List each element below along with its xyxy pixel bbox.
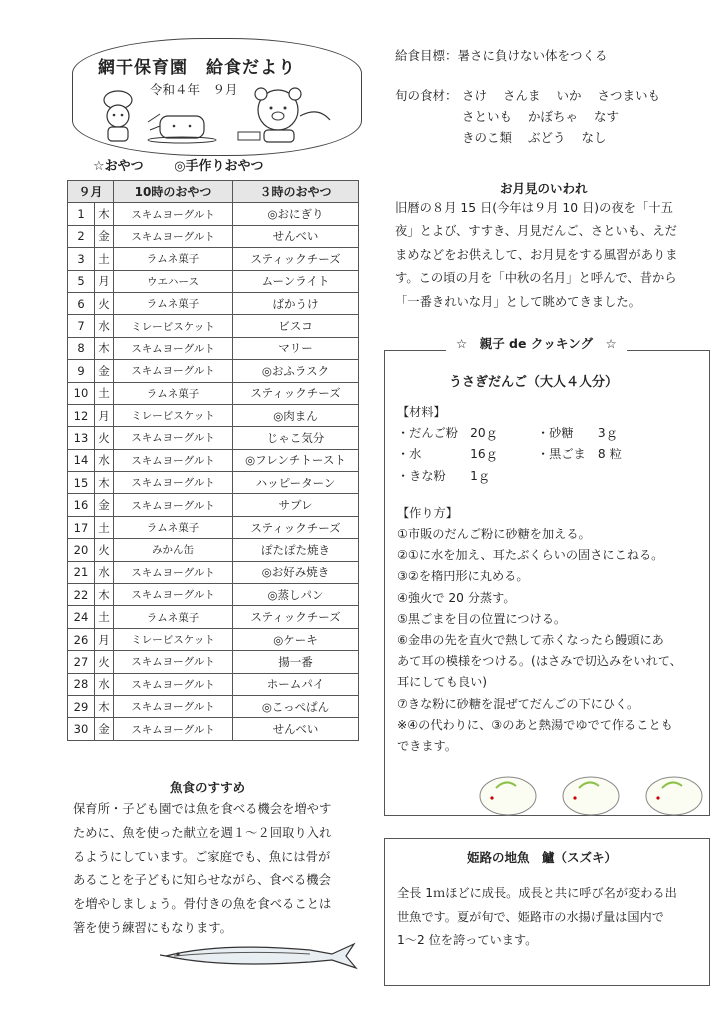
weekday-cell: 土 [95, 516, 114, 538]
weekday-cell: 火 [95, 292, 114, 314]
newsletter-title: 網干保育園 給食だより [98, 58, 296, 78]
table-row [68, 292, 359, 314]
afternoon-snack-cell: スティックチーズ [233, 516, 359, 538]
morning-snack-cell: スキムヨーグルト [114, 584, 233, 606]
weekday-cell: 水 [95, 449, 114, 471]
table-row [68, 427, 359, 449]
header-3pm: ３時のおやつ [233, 181, 359, 203]
header-month: ９月 [68, 181, 114, 203]
weekday-cell: 月 [95, 404, 114, 426]
morning-snack-cell: スキムヨーグルト [114, 337, 233, 359]
step-line: 耳にしても良い) [397, 675, 488, 690]
afternoon-snack-cell: ◎おふラスク [233, 360, 359, 382]
recipe-body [397, 402, 705, 757]
material-row [397, 466, 705, 487]
day-cell: 13 [68, 427, 95, 449]
day-cell: 14 [68, 449, 95, 471]
seasonal-item: さんま [503, 88, 541, 103]
step-line: ※④の代わりに、③のあと熱湯でゆでて作ることも [397, 717, 673, 732]
step-line: ④強火で 20 分蒸す。 [397, 590, 516, 605]
day-cell: 12 [68, 404, 95, 426]
table-row [68, 270, 359, 292]
day-cell: 24 [68, 606, 95, 628]
weekday-cell: 金 [95, 225, 114, 247]
morning-snack-cell: スキムヨーグルト [114, 718, 233, 740]
afternoon-snack-cell: ビスコ [233, 315, 359, 337]
moon-section-title: お月見のいわれ [500, 181, 588, 196]
material-item: ・水 16ｇ [397, 447, 498, 462]
day-cell: 26 [68, 628, 95, 650]
weekday-cell: 火 [95, 539, 114, 561]
meal-goal: 給食目標：暑さに負けない体をつくる [395, 48, 608, 63]
day-cell: 27 [68, 651, 95, 673]
fish-section-text [73, 798, 363, 941]
table-row [68, 449, 359, 471]
weekday-cell: 火 [95, 651, 114, 673]
step-line: ③②を楕円形に丸める。 [397, 569, 529, 584]
afternoon-snack-cell: サブレ [233, 494, 359, 516]
table-row [68, 203, 359, 225]
table-row [68, 561, 359, 583]
day-cell: 20 [68, 539, 95, 561]
text-line: 全長 1ｍほどに成長。成長と共に呼び名が変わる出 [397, 886, 677, 900]
legend-snack: ☆おやつ [93, 159, 144, 174]
day-cell: 5 [68, 270, 95, 292]
afternoon-snack-cell: ばかうけ [233, 292, 359, 314]
steps-label: 【作り方】 [397, 505, 458, 520]
afternoon-snack-cell: ◎こっぺぱん [233, 695, 359, 717]
morning-snack-cell: ミレービスケット [114, 628, 233, 650]
afternoon-snack-cell: じゃこ気分 [233, 427, 359, 449]
day-cell: 3 [68, 248, 95, 270]
local-fish-text [397, 882, 705, 953]
afternoon-snack-cell: ◎お好み焼き [233, 561, 359, 583]
afternoon-snack-cell: スティックチーズ [233, 382, 359, 404]
newsletter-date: 令和４年 ９月 [150, 82, 238, 97]
step-line: ⑦きな粉に砂糖を混ぜてだんごの下にひく。 [397, 696, 640, 711]
morning-snack-cell: みかん缶 [114, 539, 233, 561]
day-cell: 16 [68, 494, 95, 516]
material-row [397, 444, 705, 465]
afternoon-snack-cell: ぽたぽた焼き [233, 539, 359, 561]
step-line: ⑥金串の先を直火で熱して赤くなったら饅頭にあ [397, 633, 664, 648]
seasonal-item: ぶどう [528, 130, 566, 145]
afternoon-snack-cell: せんべい [233, 718, 359, 740]
text-line: まめなどをお供えして、お月見をする風習がありま [395, 247, 678, 262]
seasonal-item: かぼちゃ [528, 109, 579, 124]
text-line: 世魚です。夏が旬で、姫路市の水揚げ量は国内で [397, 909, 664, 924]
morning-snack-cell: スキムヨーグルト [114, 494, 233, 516]
afternoon-snack-cell: スティックチーズ [233, 606, 359, 628]
seasonal-item: いか [556, 88, 582, 103]
table-row [68, 315, 359, 337]
legend-homemade: ◎手作りおやつ [174, 159, 264, 174]
table-row [68, 248, 359, 270]
materials-label: 【材料】 [397, 405, 446, 419]
weekday-cell: 木 [95, 472, 114, 494]
header-10am: 10時のおやつ [114, 181, 233, 203]
morning-snack-cell: ラムネ菓子 [114, 606, 233, 628]
seasonal-label: 旬の食材： [395, 88, 458, 103]
table-row [68, 628, 359, 650]
table-row [68, 360, 359, 382]
saury-fish-illustration [160, 938, 360, 972]
text-line: 「一番きれいな月」として眺めてきました。 [395, 294, 641, 309]
morning-snack-cell: ラムネ菓子 [114, 292, 233, 314]
rabbit-dumpling-icon [563, 777, 619, 815]
material-item: ・だんご粉 20ｇ [397, 426, 498, 441]
seasonal-foods [395, 85, 672, 148]
day-cell: 21 [68, 561, 95, 583]
rabbit-dumpling-icon [480, 777, 536, 815]
table-header-row [68, 181, 359, 203]
seasonal-item: なす [594, 109, 620, 124]
day-cell: 15 [68, 472, 95, 494]
day-cell: 2 [68, 225, 95, 247]
afternoon-snack-cell: 揚一番 [233, 651, 359, 673]
local-fish-title: 姫路の地魚 鱸（スズキ） [467, 850, 618, 865]
recipe-title: うさぎだんご（大人４人分） [449, 375, 619, 390]
morning-snack-cell: スキムヨーグルト [114, 472, 233, 494]
morning-snack-cell: スキムヨーグルト [114, 449, 233, 471]
table-row [68, 225, 359, 247]
weekday-cell: 土 [95, 606, 114, 628]
moon-section-text [395, 197, 705, 314]
table-row [68, 494, 359, 516]
day-cell: 7 [68, 315, 95, 337]
text-line: を増やしましょう。骨付きの魚を食べることは [73, 897, 332, 912]
rabbit-dumplings-illustration [478, 768, 704, 820]
afternoon-snack-cell: ◎ケーキ [233, 628, 359, 650]
morning-snack-cell: スキムヨーグルト [114, 225, 233, 247]
text-line: 箸を使う練習にもなります。 [73, 920, 232, 935]
cooking-characters-illustration [88, 86, 338, 144]
text-line: 夜」とよび、すすき、月見だんご、さといも、えだ [395, 224, 677, 239]
text-line: るようにしています。ご家庭でも、魚には骨が [73, 849, 331, 864]
table-row [68, 718, 359, 740]
afternoon-snack-cell: ホームパイ [233, 673, 359, 695]
morning-snack-cell: スキムヨーグルト [114, 561, 233, 583]
morning-snack-cell: ウエハース [114, 270, 233, 292]
seasonal-item: きのこ類 [462, 130, 513, 145]
morning-snack-cell: スキムヨーグルト [114, 360, 233, 382]
table-row [68, 404, 359, 426]
material-item: ・砂糖 3ｇ [537, 426, 618, 441]
weekday-cell: 木 [95, 337, 114, 359]
day-cell: 30 [68, 718, 95, 740]
day-cell: 10 [68, 382, 95, 404]
weekday-cell: 金 [95, 494, 114, 516]
material-item: ・きな粉 1ｇ [397, 468, 491, 483]
weekday-cell: 土 [95, 382, 114, 404]
weekday-cell: 月 [95, 270, 114, 292]
step-line: ②①に水を加え、耳たぶくらいの固さにこねる。 [397, 548, 664, 563]
text-line: 1～2 位を誇っています。 [397, 933, 538, 948]
afternoon-snack-cell: ムーンライト [233, 270, 359, 292]
rabbit-dumpling-icon [646, 777, 702, 815]
day-cell: 29 [68, 695, 95, 717]
table-row [68, 539, 359, 561]
table-row [68, 584, 359, 606]
weekday-cell: 金 [95, 718, 114, 740]
weekday-cell: 木 [95, 203, 114, 225]
afternoon-snack-cell: ◎フレンチトースト [233, 449, 359, 471]
step-line: あて耳の模様をつける。(はさみで切込みをいれて、 [397, 654, 682, 669]
table-row [68, 337, 359, 359]
table-row [68, 651, 359, 673]
material-row [397, 423, 705, 444]
afternoon-snack-cell: マリー [233, 337, 359, 359]
weekday-cell: 火 [95, 427, 114, 449]
afternoon-snack-cell: ハッピーターン [233, 472, 359, 494]
afternoon-snack-cell: ◎おにぎり [233, 203, 359, 225]
weekday-cell: 水 [95, 315, 114, 337]
day-cell: 28 [68, 673, 95, 695]
day-cell: 8 [68, 337, 95, 359]
snack-legend [93, 155, 290, 174]
weekday-cell: 水 [95, 561, 114, 583]
text-line: す。この頃の月を「中秋の名月」と呼んで、昔から [395, 271, 677, 286]
table-row [68, 695, 359, 717]
morning-snack-cell: スキムヨーグルト [114, 673, 233, 695]
text-line: 保育所・子ども園では魚を食べる機会を増やす [73, 802, 332, 816]
seasonal-item: さけ [462, 88, 488, 103]
fish-section-title: 魚食のすすめ [170, 780, 246, 795]
morning-snack-cell: ミレービスケット [114, 404, 233, 426]
day-cell: 17 [68, 516, 95, 538]
afternoon-snack-cell: せんべい [233, 225, 359, 247]
morning-snack-cell: スキムヨーグルト [114, 203, 233, 225]
weekday-cell: 金 [95, 360, 114, 382]
afternoon-snack-cell: ◎蒸しパン [233, 584, 359, 606]
day-cell: 6 [68, 292, 95, 314]
morning-snack-cell: スキムヨーグルト [114, 695, 233, 717]
afternoon-snack-cell: スティックチーズ [233, 248, 359, 270]
weekday-cell: 土 [95, 248, 114, 270]
cooking-heading: ☆ 親子 de クッキング ☆ [446, 334, 627, 352]
table-row [68, 382, 359, 404]
weekday-cell: 木 [95, 584, 114, 606]
day-cell: 9 [68, 360, 95, 382]
afternoon-snack-cell: ◎肉まん [233, 404, 359, 426]
text-line: 旧暦の８月 15 日(今年は９月 10 日)の夜を「十五 [395, 201, 673, 215]
weekday-cell: 月 [95, 628, 114, 650]
day-cell: 22 [68, 584, 95, 606]
table-row [68, 673, 359, 695]
day-cell: 1 [68, 203, 95, 225]
weekday-cell: 水 [95, 673, 114, 695]
table-row [68, 516, 359, 538]
snack-table [67, 180, 359, 741]
table-row [68, 472, 359, 494]
material-item: ・黒ごま 8 粒 [537, 447, 622, 462]
morning-snack-cell: ラムネ菓子 [114, 516, 233, 538]
table-row [68, 606, 359, 628]
weekday-cell: 木 [95, 695, 114, 717]
morning-snack-cell: スキムヨーグルト [114, 651, 233, 673]
step-line: ⑤黒ごまを目の位置につける。 [397, 611, 567, 626]
seasonal-item: さつまいも [597, 88, 661, 103]
morning-snack-cell: スキムヨーグルト [114, 427, 233, 449]
text-line: あることを子どもに知らせながら、食べる機会 [73, 873, 331, 888]
morning-snack-cell: ミレービスケット [114, 315, 233, 337]
morning-snack-cell: ラムネ菓子 [114, 382, 233, 404]
seasonal-item: なし [581, 130, 607, 145]
step-line: できます。 [397, 739, 457, 754]
morning-snack-cell: ラムネ菓子 [114, 248, 233, 270]
text-line: ために、魚を使った献立を週１～２回取り入れ [73, 825, 332, 840]
step-line: ①市販のだんご粉に砂糖を加える。 [397, 527, 591, 542]
seasonal-item: さといも [462, 109, 513, 124]
